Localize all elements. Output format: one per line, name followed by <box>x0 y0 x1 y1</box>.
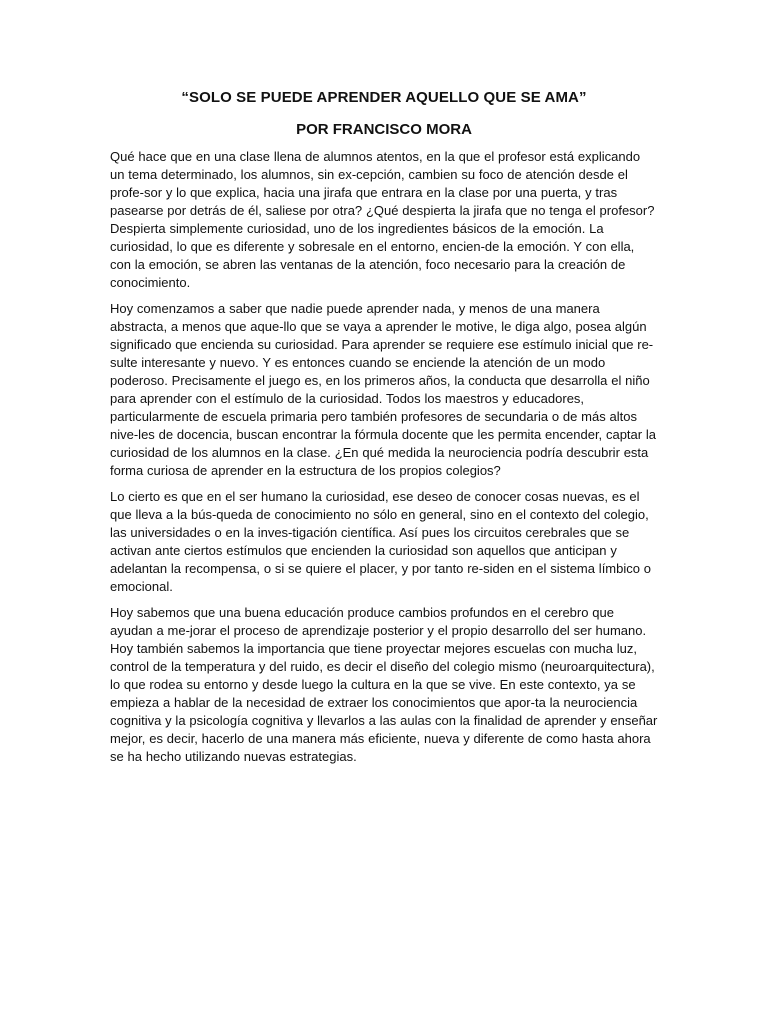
document-title: “SOLO SE PUEDE APRENDER AQUELLO QUE SE AMA” <box>181 89 587 106</box>
paragraph: Hoy comenzamos a saber que nadie puede aprender nada, y menos de una manera abstracta, a menos que aque-llo que se vaya a aprender le motive, le diga algo, posea algún significado que encienda su curiosidad. Para aprender se requiere ese estímulo inicial que re-sulte interesante y nuevo. Y es entonces cuando se enciende la atención de un modo poderoso. Precisamente el juego es, en los primeros años, la conducta que desarrolla el niño para aprender con el estímulo de la curiosidad. Todos los maestros y educadores, particularmente de escuela primaria pero también profesores de secundaria o de más altos nive-les de docencia, buscan encontrar la fórmula docente que les permita encender, captar la curiosidad de los alumnos en la clase. ¿En qué medida la neurociencia podría descubrir esta forma curiosa de aprender en la estructura de los propios colegios? <box>110 301 657 478</box>
paragraph: Qué hace que en una clase llena de alumnos atentos, en la que el profesor está explicando un tema determinado, los alumnos, sin ex-cepción, cambien su foco de atención desde el profe-sor y lo que explica, hacia una jirafa que entrara en la clase por una puerta, y tras pasearse por detrás de él, saliese por otra? ¿Qué despierta la jirafa que no tenga el profesor? Despierta simplemente curiosidad, uno de los ingredientes básicos de la emoción. La curiosidad, lo que es diferente y sobresale en el entorno, encien-de la emoción. Y con ella, con la emoción, se abren las ventanas de la atención, foco necesario para la creación de conocimiento. <box>110 149 655 290</box>
document-author: POR FRANCISCO MORA <box>296 121 472 138</box>
paragraph: Hoy sabemos que una buena educación produce cambios profundos en el cerebro que ayudan a me-jorar el proceso de aprendizaje posterior y el propio desarrollo del ser humano. Hoy también sabemos la importancia que tiene proyectar mejores escuelas con mucha luz, control de la temperatura y del ruido, es decir el diseño del colegio mismo (neuroarquitectura), lo que rodea su entorno y desde luego la cultura en la que se vive. En este contexto, ya se empieza a hablar de la necesidad de extraer los conocimientos que apor-ta la neurociencia cognitiva y la psicología cognitiva y llevarlos a las aulas con la finalidad de aprender y enseñar mejor, es decir, hacerlo de una manera más eficiente, nueva y diferente de como hasta ahora se ha hecho utilizando nuevas estrategias. <box>110 605 658 764</box>
paragraph: Lo cierto es que en el ser humano la curiosidad, ese deseo de conocer cosas nuevas, es el que lleva a la bús-queda de conocimiento no sólo en general, sino en el contexto del colegio, las universidades o en la inves-tigación científica. Así pues los circuitos cerebrales que se activan ante ciertos estímulos que encienden la curiosidad son aquellos que anticipan y adelantan la recompensa, o si se quiere el placer, y por tanto re-siden en el sistema límbico o emocional. <box>110 489 652 594</box>
